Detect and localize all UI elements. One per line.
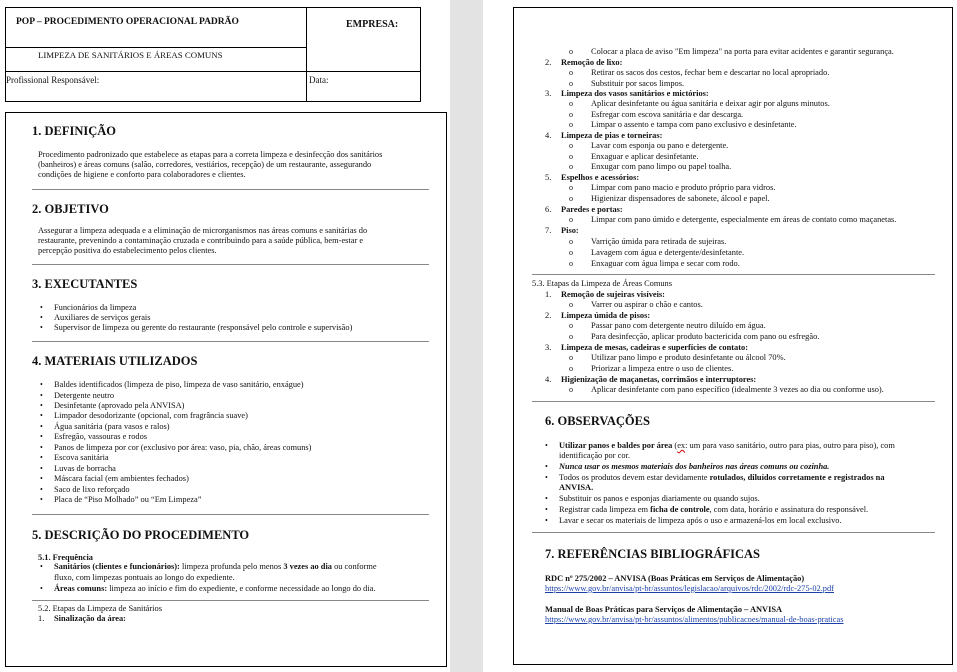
step-number: 7. xyxy=(545,226,552,235)
step-sub: Enxaguar com água limpa e secar com rodo. xyxy=(591,259,740,268)
frequency-item: Sanitários (clientes e funcionários): limpeza profunda pelo menos 3 vezes ao dia ou conforme xyxy=(54,562,377,571)
step-number: 4. xyxy=(545,131,552,140)
list-item: Máscara facial (em ambientes fechados) xyxy=(54,474,189,483)
step-number: 4. xyxy=(545,375,552,384)
steps-heading: 5.2. Etapas da Limpeza de Sanitários xyxy=(38,604,162,613)
step-sub: Lavagem com água e detergente/desinfetante. xyxy=(591,248,745,257)
step-title: Paredes e portas: xyxy=(561,205,623,214)
step-sub: Higienizar dispensadores de sabonete, álcool e papel. xyxy=(591,194,770,203)
observation-item: Nunca usar os mesmos materiais dos banheiros nas áreas comuns ou cozinha. xyxy=(559,462,830,471)
observation-item: Todos os produtos devem estar devidamente rotulados, diluídos corretamente e registrados na xyxy=(559,473,885,482)
objective-text: percepção positiva do estabelecimento pelos clientes. xyxy=(38,246,217,255)
page-2: o Colocar a placa de aviso "Em limpeza" na porta para evitar acidentes e garantir segurança. 2. Remoção de lixo: o Retirar os sacos dos cestos, fechar bem e descartar no local apropriado. o Substituir por sacos limpos. 3. Limpeza dos vasos sanitários e mictórios: o Aplicar desinfetante ou água sanitária e deixar agir por alguns minutos. o Esfregar com escova sanitária e dar descarga. o Limpar o assento e tampa com pano exclusivo e desinfetante. 4. Limpeza de pias e torneiras: o Lavar com esponja ou pano e detergente. o Enxaguar e aplicar desinfetante. o Enxugar com pano limpo ou papel toalha. 5. Espelhos e acessórios: o Limpar com pano macio e produto próprio para vidros. o Higienizar dispensadores de sabonete, álcool e papel. 6. Paredes e portas: o Limpar com pano úmido e detergente, especialmente em áreas de contato como maçanetas. 7. Piso: o Varrição úmida para retirada de sujeiras. o Lavagem com água e detergente/desinfetante. o Enxaguar com água limpa e secar com rodo. 5.3. Etapas da Limpeza de Áreas Comuns 1. Remoção de sujeiras visíveis: o Varrer ou aspirar o chão e cantos. 2. Limpeza úmida de pisos: o Passar pano com detergente neutro diluído em água. o Para desinfecção, aplicar produto bactericida com pano ou esfregão. 3. Limpeza de mesas, cadeiras e superfícies de contato: o Utilizar pano limpo e produto desinfetante ou álcool 70%. o Priorizar a limpeza entre o uso de clientes. 4. Higienização de maçanetas, corrimãos e interruptores: o Aplicar desinfetante com pano específico (idealmente 3 vezes ao dia ou conforme uso). 6. OBSERVAÇÕES • Utilizar panos e baldes por área (ex: um para vaso sanitário, outro para pias, outro para piso), com identificação por cor. • Nunca usar os mesmos materiais dos banheiros nas áreas comuns ou cozinha. • Todos os produtos devem estar devidamente rotulados, diluídos corretamente e registrados na ANVISA. • Substituir os panos e esponjas diariamente ou quando sujos. • Registrar cada limpeza em ficha de controle, com data, horário e assinatura do responsável. • Lavar e secar os materiais de limpeza após o uso e armazená-los em local exclusivo. 7. REFERÊNCIAS BIBLIOGRÁFICAS RDC nº 275/2002 – ANVISA (Boas Práticas em Serviços de Alimentação) https://www.gov.br/anvisa/pt-br/assuntos/legislacao/arquivos/rdc/2002/rdc-275-02.pdf Manual de Boas Práticas para Serviços de Alimentação – ANVISA https://www.gov.br/anvisa/pt-br/assuntos/alimentos/publicacoes/manual-de-boas-praticas xyxy=(483,0,957,672)
page-1: POP – PROCEDIMENTO OPERACIONAL PADRÃO EMPRESA: LIMPEZA DE SANITÁRIOS E ÁREAS COMUNS Profissional Responsável: Data: 1. DEFINIÇÃO Procedimento padronizado que estabelece as etapas para a correta limpeza e desinfecção dos sanitários (banheiros) e áreas comuns (salão, corredores, vestiários, recepção) de um restaurante, assegurando condições de higiene e conforto para colaboradores e clientes. 2. OBJETIVO Assegurar a limpeza adequada e a eliminação de microrganismos nas áreas comuns e sanitárias do restaurante, prevenindo a contaminação cruzada e contribuindo para a saúde pública, bem-estar e percepção positiva do estabelecimento pelos clientes. 3. EXECUTANTES • Funcionários da limpeza • Auxiliares de serviços gerais • Supervisor de limpeza ou gerente do restaurante (responsável pelo controle e supervisão) 4. MATERIAIS UTILIZADOS • Baldes identificados (limpeza de piso, limpeza de vaso sanitário, enxágue) • Detergente neutro • Desinfetante (aprovado pela ANVISA) • Limpador desodorizante (opcional, com fragrância suave) • Água sanitária (para vasos e ralos) • Esfregão, vassouras e rodos • Panos de limpeza por cor (exclusivo por área: vaso, pia, chão, áreas comuns) • Escova sanitária • Luvas de borracha • Máscara facial (em ambientes fechados) • Saco de lixo reforçado • Placa de “Piso Molhado” ou “Em Limpeza” 5. DESCRIÇÃO DO PROCEDIMENTO 5.1. Frequência • Sanitários (clientes e funcionários): limpeza profunda pelo menos 3 vezes ao dia ou conforme fluxo, com limpezas pontuais ao longo do expediente. • Áreas comuns: limpeza ao início e fim do expediente, e conforme necessidade ao longo do dia. 5.2. Etapas da Limpeza de Sanitários 1. Sinalização da área: xyxy=(0,0,450,672)
section-procedure-title: 5. DESCRIÇÃO DO PROCEDIMENTO xyxy=(32,528,250,542)
step-sub: Enxugar com pano limpo ou papel toalha. xyxy=(591,162,732,171)
objective-text: restaurante, prevenindo a contaminação cruzada e contribuindo para a saúde pública, bem-estar e xyxy=(38,236,364,245)
step-sub: Varrer ou aspirar o chão e cantos. xyxy=(591,300,703,309)
step-number: 1. xyxy=(38,614,45,623)
step-number: 2. xyxy=(545,58,552,67)
company-label: EMPRESA: xyxy=(346,19,399,30)
doc-subtitle: LIMPEZA DE SANITÁRIOS E ÁREAS COMUNS xyxy=(38,50,223,60)
frequency-item: Áreas comuns: limpeza ao início e fim do expediente, e conforme necessidade ao longo do dia. xyxy=(54,584,376,593)
step-sub: Substituir por sacos limpos. xyxy=(591,79,685,88)
observation-item: identificação por cor. xyxy=(559,451,630,460)
observation-item: Lavar e secar os materiais de limpeza após o uso e armazená-los em local exclusivo. xyxy=(559,516,842,525)
step-sub: Colocar a placa de aviso "Em limpeza" na porta para evitar acidentes e garantir segurança. xyxy=(591,47,894,56)
observation-item: Registrar cada limpeza em ficha de controle, com data, horário e assinatura do responsável. xyxy=(559,505,869,514)
observation-item: Utilizar panos e baldes por área (ex: um para vaso sanitário, outro para pias, outro para piso), com xyxy=(559,441,895,450)
step-title: Higienização de maçanetas, corrimãos e interruptores: xyxy=(561,375,757,384)
page-gap xyxy=(450,0,483,672)
reference-title: Manual de Boas Práticas para Serviços de Alimentação – ANVISA xyxy=(545,605,783,614)
step-title: Remoção de lixo: xyxy=(561,58,623,67)
section-objective-title: 2. OBJETIVO xyxy=(32,202,109,216)
step-title: Limpeza úmida de pisos: xyxy=(561,311,651,320)
header-table xyxy=(5,7,421,102)
reference-link[interactable]: https://www.gov.br/anvisa/pt-br/assuntos/alimentos/publicacoes/manual-de-boas-praticas xyxy=(545,615,844,624)
step-sub: Aplicar desinfetante com pano específico (idealmente 3 vezes ao dia ou conforme uso). xyxy=(591,385,884,394)
section-observations-title: 6. OBSERVAÇÕES xyxy=(545,414,650,428)
step-sub: Enxaguar e aplicar desinfetante. xyxy=(591,152,699,161)
step-title: Limpeza de mesas, cadeiras e superfícies de contato: xyxy=(561,343,749,352)
frequency-heading: 5.1. Frequência xyxy=(38,553,93,562)
responsible-label: Profissional Responsável: xyxy=(6,75,100,85)
list-item: Baldes identificados (limpeza de piso, limpeza de vaso sanitário, enxágue) xyxy=(54,380,304,389)
reference-link[interactable]: https://www.gov.br/anvisa/pt-br/assuntos/legislacao/arquivos/rdc/2002/rdc-275-02.pdf xyxy=(545,584,834,593)
step-sub: Varrição úmida para retirada de sujeiras. xyxy=(591,237,727,246)
step-sub: Limpar o assento e tampa com pano exclusivo e desinfetante. xyxy=(591,120,797,129)
step-title: Limpeza de pias e torneiras: xyxy=(561,131,663,140)
list-item: Desinfetante (aprovado pela ANVISA) xyxy=(54,401,185,410)
definition-text: Procedimento padronizado que estabelece as etapas para a correta limpeza e desinfecção dos sanitários xyxy=(38,150,383,159)
definition-text: condições de higiene e conforto para colaboradores e clientes. xyxy=(38,170,246,179)
list-item: Esfregão, vassouras e rodos xyxy=(54,432,148,441)
step-number: 3. xyxy=(545,89,552,98)
doc-title: POP – PROCEDIMENTO OPERACIONAL PADRÃO xyxy=(16,17,239,27)
section-references-title: 7. REFERÊNCIAS BIBLIOGRÁFICAS xyxy=(545,547,760,561)
frequency-item: fluxo, com limpezas pontuais ao longo do expediente. xyxy=(54,573,235,582)
step-sub: Limpar com pano úmido e detergente, especialmente em áreas de contato como maçanetas. xyxy=(591,215,897,224)
step-sub: Aplicar desinfetante ou água sanitária e deixar agir por alguns minutos. xyxy=(591,99,830,108)
step-sub: Retirar os sacos dos cestos, fechar bem e descartar no local apropriado. xyxy=(591,68,830,77)
definition-text: (banheiros) e áreas comuns (salão, corredores, vestiários, recepção) de um restaurante, assegurando xyxy=(38,160,372,169)
step-sub: Passar pano com detergente neutro diluído em água. xyxy=(591,321,766,330)
step-title: Limpeza dos vasos sanitários e mictórios: xyxy=(561,89,709,98)
list-item: Saco de lixo reforçado xyxy=(54,485,130,494)
list-item: Luvas de borracha xyxy=(54,464,116,473)
step-number: 3. xyxy=(545,343,552,352)
observation-item: Substituir os panos e esponjas diariamente ou quando sujos. xyxy=(559,494,760,503)
date-label: Data: xyxy=(309,75,329,85)
list-item: Escova sanitária xyxy=(54,453,109,462)
list-item: Limpador desodorizante (opcional, com fragrância suave) xyxy=(54,411,248,420)
list-item: Funcionários da limpeza xyxy=(54,303,137,312)
list-item: Auxiliares de serviços gerais xyxy=(54,313,151,322)
step-number: 2. xyxy=(545,311,552,320)
list-item: Supervisor de limpeza ou gerente do restaurante (responsável pelo controle e supervisão) xyxy=(54,323,353,332)
section-materials-title: 4. MATERIAIS UTILIZADOS xyxy=(32,354,198,368)
step-number: 6. xyxy=(545,205,552,214)
step-sub: Lavar com esponja ou pano e detergente. xyxy=(591,141,729,150)
list-item: Placa de “Piso Molhado” ou “Em Limpeza” xyxy=(54,495,202,504)
step-title: Espelhos e acessórios: xyxy=(561,173,640,182)
section-executors-title: 3. EXECUTANTES xyxy=(32,277,138,291)
step-sub: Para desinfecção, aplicar produto bactericida com pano ou esfregão. xyxy=(591,332,820,341)
step-title: Remoção de sujeiras visíveis: xyxy=(561,290,665,299)
list-item: Água sanitária (para vasos e ralos) xyxy=(54,422,170,431)
step-number: 1. xyxy=(545,290,552,299)
objective-text: Assegurar a limpeza adequada e a eliminação de microrganismos nas áreas comuns e sanitárias do xyxy=(38,226,368,235)
reference-title: RDC nº 275/2002 – ANVISA (Boas Práticas em Serviços de Alimentação) xyxy=(545,574,805,583)
common-steps-heading: 5.3. Etapas da Limpeza de Áreas Comuns xyxy=(532,279,673,288)
section-definition-title: 1. DEFINIÇÃO xyxy=(32,124,117,138)
step-sub: Priorizar a limpeza entre o uso de clientes. xyxy=(591,364,734,373)
observation-item: ANVISA. xyxy=(559,483,594,492)
list-item: Panos de limpeza por cor (exclusivo por área: vaso, pia, chão, áreas comuns) xyxy=(54,443,312,452)
list-item: Detergente neutro xyxy=(54,391,115,400)
step-sub: Limpar com pano macio e produto próprio para vidros. xyxy=(591,183,776,192)
step-title: Sinalização da área: xyxy=(54,614,126,623)
step-title: Piso: xyxy=(561,226,579,235)
step-sub: Utilizar pano limpo e produto desinfetante ou álcool 70%. xyxy=(591,353,786,362)
step-number: 5. xyxy=(545,173,552,182)
step-sub: Esfregar com escova sanitária e dar descarga. xyxy=(591,110,744,119)
